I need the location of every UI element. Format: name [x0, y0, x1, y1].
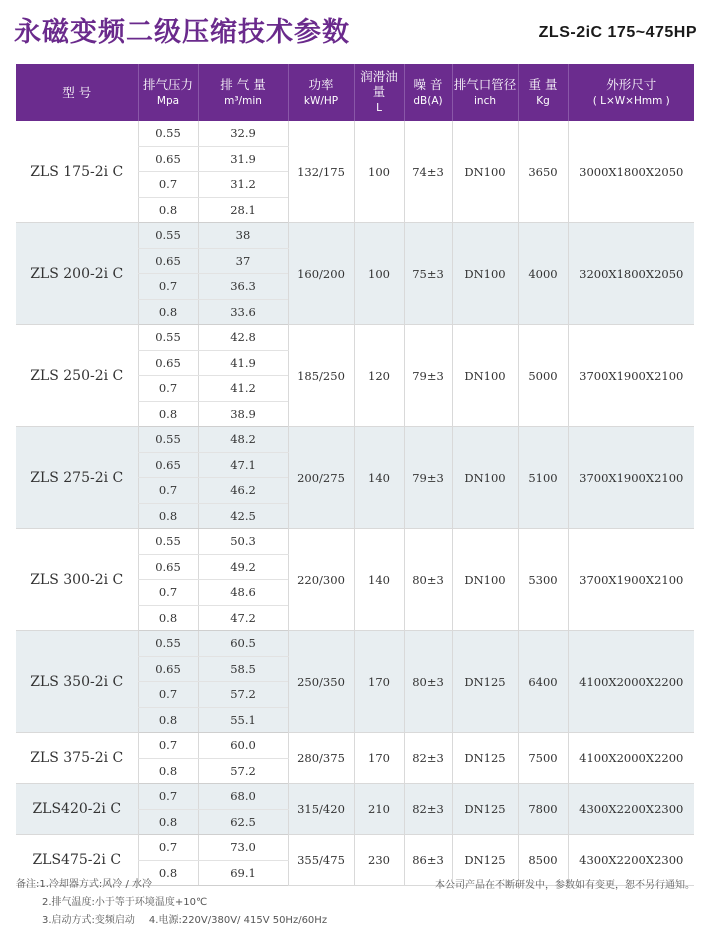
flow-cell: 49.2	[198, 554, 288, 580]
pressure-cell: 0.7	[138, 478, 198, 504]
flow-cell: 48.6	[198, 580, 288, 606]
outlet-cell: DN125	[452, 784, 518, 835]
flow-cell: 41.9	[198, 350, 288, 376]
disclaimer: 本公司产品在不断研发中，参数如有变更，恕不另行通知。	[435, 880, 695, 891]
pressure-cell: 0.55	[138, 631, 198, 657]
flow-cell: 36.3	[198, 274, 288, 300]
column-header-label: 外形尺寸	[606, 76, 657, 92]
power-cell: 185/250	[288, 325, 354, 427]
column-header-label: 重 量	[528, 76, 558, 92]
power-cell: 160/200	[288, 223, 354, 325]
outlet-cell: DN125	[452, 733, 518, 784]
flow-cell: 46.2	[198, 478, 288, 504]
column-header-label: 功率	[308, 76, 334, 92]
noise-cell: 80±3	[404, 631, 452, 733]
weight-cell: 5000	[518, 325, 568, 427]
power-cell: 315/420	[288, 784, 354, 835]
model-group	[16, 631, 694, 733]
pressure-cell: 0.8	[138, 503, 198, 529]
flow-cell: 42.8	[198, 325, 288, 351]
pressure-cell: 0.65	[138, 452, 198, 478]
flow-cell: 32.9	[198, 121, 288, 146]
flow-cell: 31.9	[198, 146, 288, 172]
column-header-unit: L	[376, 102, 382, 114]
pressure-cell: 0.8	[138, 401, 198, 427]
oil-cell: 170	[354, 733, 404, 784]
noise-cell: 74±3	[404, 121, 452, 223]
pressure-cell: 0.55	[138, 223, 198, 249]
weight-cell: 6400	[518, 631, 568, 733]
flow-cell: 48.2	[198, 427, 288, 453]
dimensions-cell: 4100X2000X2200	[568, 631, 694, 733]
column-header-unit: ( L×W×Hmm )	[592, 94, 670, 107]
pressure-cell: 0.8	[138, 707, 198, 733]
note-line-4: 4.电源:220V/380V/ 415V 50Hz/60Hz	[148, 915, 328, 926]
outlet-cell: DN100	[452, 223, 518, 325]
outlet-cell: DN100	[452, 325, 518, 427]
note-line-3: 3.启动方式:变频启动	[42, 915, 135, 926]
flow-cell: 60.5	[198, 631, 288, 657]
column-header-label: 排气口管径	[453, 76, 517, 92]
flow-cell: 33.6	[198, 299, 288, 325]
column-header-label: 排 气 量	[220, 76, 266, 92]
noise-cell: 80±3	[404, 529, 452, 631]
dimensions-cell: 4300X2200X2300	[568, 784, 694, 835]
column-header	[354, 64, 404, 121]
column-header-unit: Mpa	[156, 94, 180, 107]
weight-cell: 7800	[518, 784, 568, 835]
flow-cell: 58.5	[198, 656, 288, 682]
oil-cell: 170	[354, 631, 404, 733]
oil-cell: 230	[354, 835, 404, 886]
column-header	[138, 64, 198, 121]
pressure-cell: 0.8	[138, 197, 198, 223]
column-header-unit: Kg	[536, 94, 550, 107]
table-row	[16, 325, 694, 351]
model-group	[16, 427, 694, 529]
pressure-cell: 0.65	[138, 656, 198, 682]
table-row	[16, 733, 694, 759]
weight-cell: 3650	[518, 121, 568, 223]
model-cell: ZLS475-2i C	[16, 835, 138, 886]
column-header	[452, 64, 518, 121]
pressure-cell: 0.55	[138, 121, 198, 146]
oil-cell: 140	[354, 427, 404, 529]
pressure-cell: 0.65	[138, 554, 198, 580]
outlet-cell: DN100	[452, 529, 518, 631]
column-header	[568, 64, 694, 121]
column-header	[404, 64, 452, 121]
column-header-label: 排气压力	[142, 76, 193, 92]
power-cell: 355/475	[288, 835, 354, 886]
oil-cell: 100	[354, 121, 404, 223]
dimensions-cell: 4100X2000X2200	[568, 733, 694, 784]
flow-cell: 68.0	[198, 784, 288, 810]
column-header-label: 润滑油量	[360, 69, 398, 99]
noise-cell: 79±3	[404, 325, 452, 427]
pressure-cell: 0.8	[138, 758, 198, 784]
outlet-cell: DN125	[452, 631, 518, 733]
model-cell: ZLS 250-2i C	[16, 325, 138, 427]
outlet-cell: DN100	[452, 121, 518, 223]
pressure-cell: 0.7	[138, 376, 198, 402]
table-row	[16, 784, 694, 810]
power-cell: 132/175	[288, 121, 354, 223]
pressure-cell: 0.7	[138, 784, 198, 810]
oil-cell: 210	[354, 784, 404, 835]
pressure-cell: 0.55	[138, 427, 198, 453]
pressure-cell: 0.65	[138, 350, 198, 376]
model-group	[16, 733, 694, 784]
flow-cell: 57.2	[198, 682, 288, 708]
column-header-unit: kW/HP	[303, 94, 339, 107]
model-group	[16, 784, 694, 835]
power-cell: 220/300	[288, 529, 354, 631]
pressure-cell: 0.8	[138, 809, 198, 835]
note-line-1: 备注:1.冷却器方式:风冷 / 水冷	[16, 879, 153, 890]
pressure-cell: 0.65	[138, 248, 198, 274]
model-group	[16, 223, 694, 325]
flow-cell: 41.2	[198, 376, 288, 402]
model-group	[16, 121, 694, 223]
outlet-cell: DN100	[452, 427, 518, 529]
pressure-cell: 0.7	[138, 274, 198, 300]
pressure-cell: 0.7	[138, 733, 198, 759]
noise-cell: 79±3	[404, 427, 452, 529]
outlet-cell: DN125	[452, 835, 518, 886]
column-header	[518, 64, 568, 121]
flow-cell: 37	[198, 248, 288, 274]
noise-cell: 82±3	[404, 733, 452, 784]
flow-cell: 47.1	[198, 452, 288, 478]
dimensions-cell: 3000X1800X2050	[568, 121, 694, 223]
flow-cell: 62.5	[198, 809, 288, 835]
weight-cell: 8500	[518, 835, 568, 886]
dimensions-cell: 4300X2200X2300	[568, 835, 694, 886]
noise-cell: 86±3	[404, 835, 452, 886]
flow-cell: 47.2	[198, 605, 288, 631]
pressure-cell: 0.55	[138, 325, 198, 351]
weight-cell: 5100	[518, 427, 568, 529]
pressure-cell: 0.55	[138, 529, 198, 555]
oil-cell: 120	[354, 325, 404, 427]
dimensions-cell: 3700X1900X2100	[568, 427, 694, 529]
flow-cell: 31.2	[198, 172, 288, 198]
power-cell: 200/275	[288, 427, 354, 529]
pressure-cell: 0.8	[138, 605, 198, 631]
flow-cell: 73.0	[198, 835, 288, 861]
table-row	[16, 427, 694, 453]
weight-cell: 4000	[518, 223, 568, 325]
model-group	[16, 325, 694, 427]
column-header	[288, 64, 354, 121]
flow-cell: 38.9	[198, 401, 288, 427]
pressure-cell: 0.7	[138, 682, 198, 708]
model-cell: ZLS420-2i C	[16, 784, 138, 835]
table-row	[16, 631, 694, 657]
model-cell: ZLS 300-2i C	[16, 529, 138, 631]
power-cell: 280/375	[288, 733, 354, 784]
pressure-cell: 0.8	[138, 299, 198, 325]
model-cell: ZLS 375-2i C	[16, 733, 138, 784]
dimensions-cell: 3700X1900X2100	[568, 325, 694, 427]
model-cell: ZLS 350-2i C	[16, 631, 138, 733]
flow-cell: 28.1	[198, 197, 288, 223]
model-cell: ZLS 175-2i C	[16, 121, 138, 223]
column-header-label: 型 号	[62, 85, 92, 100]
pressure-cell: 0.7	[138, 835, 198, 861]
spec-table	[16, 64, 694, 886]
column-header-unit: inch	[474, 94, 496, 107]
table-row	[16, 121, 694, 146]
flow-cell: 50.3	[198, 529, 288, 555]
model-range: ZLS-2iC 175~475HP	[538, 24, 697, 41]
flow-cell: 55.1	[198, 707, 288, 733]
pressure-cell: 0.65	[138, 146, 198, 172]
flow-cell: 60.0	[198, 733, 288, 759]
table-row	[16, 835, 694, 861]
model-cell: ZLS 275-2i C	[16, 427, 138, 529]
flow-cell: 38	[198, 223, 288, 249]
column-header-unit: m³/min	[224, 94, 262, 107]
header-row	[16, 64, 694, 121]
table-row	[16, 529, 694, 555]
model-cell: ZLS 200-2i C	[16, 223, 138, 325]
dimensions-cell: 3700X1900X2100	[568, 529, 694, 631]
pressure-cell: 0.7	[138, 580, 198, 606]
column-header	[16, 64, 138, 121]
model-group	[16, 529, 694, 631]
column-header	[198, 64, 288, 121]
footnotes	[16, 876, 327, 930]
flow-cell: 42.5	[198, 503, 288, 529]
note-line-2: 2.排气温度:小于等于环境温度+10℃	[42, 897, 208, 908]
oil-cell: 140	[354, 529, 404, 631]
pressure-cell: 0.8	[138, 860, 198, 886]
pressure-cell: 0.7	[138, 172, 198, 198]
column-header-label: 噪 音	[413, 76, 443, 92]
weight-cell: 5300	[518, 529, 568, 631]
flow-cell: 69.1	[198, 860, 288, 886]
page-title: 永磁变频二级压缩技术参数	[14, 17, 350, 48]
dimensions-cell: 3200X1800X2050	[568, 223, 694, 325]
noise-cell: 75±3	[404, 223, 452, 325]
column-header-unit: dB(A)	[413, 94, 443, 107]
noise-cell: 82±3	[404, 784, 452, 835]
table-row	[16, 223, 694, 249]
oil-cell: 100	[354, 223, 404, 325]
weight-cell: 7500	[518, 733, 568, 784]
power-cell: 250/350	[288, 631, 354, 733]
flow-cell: 57.2	[198, 758, 288, 784]
